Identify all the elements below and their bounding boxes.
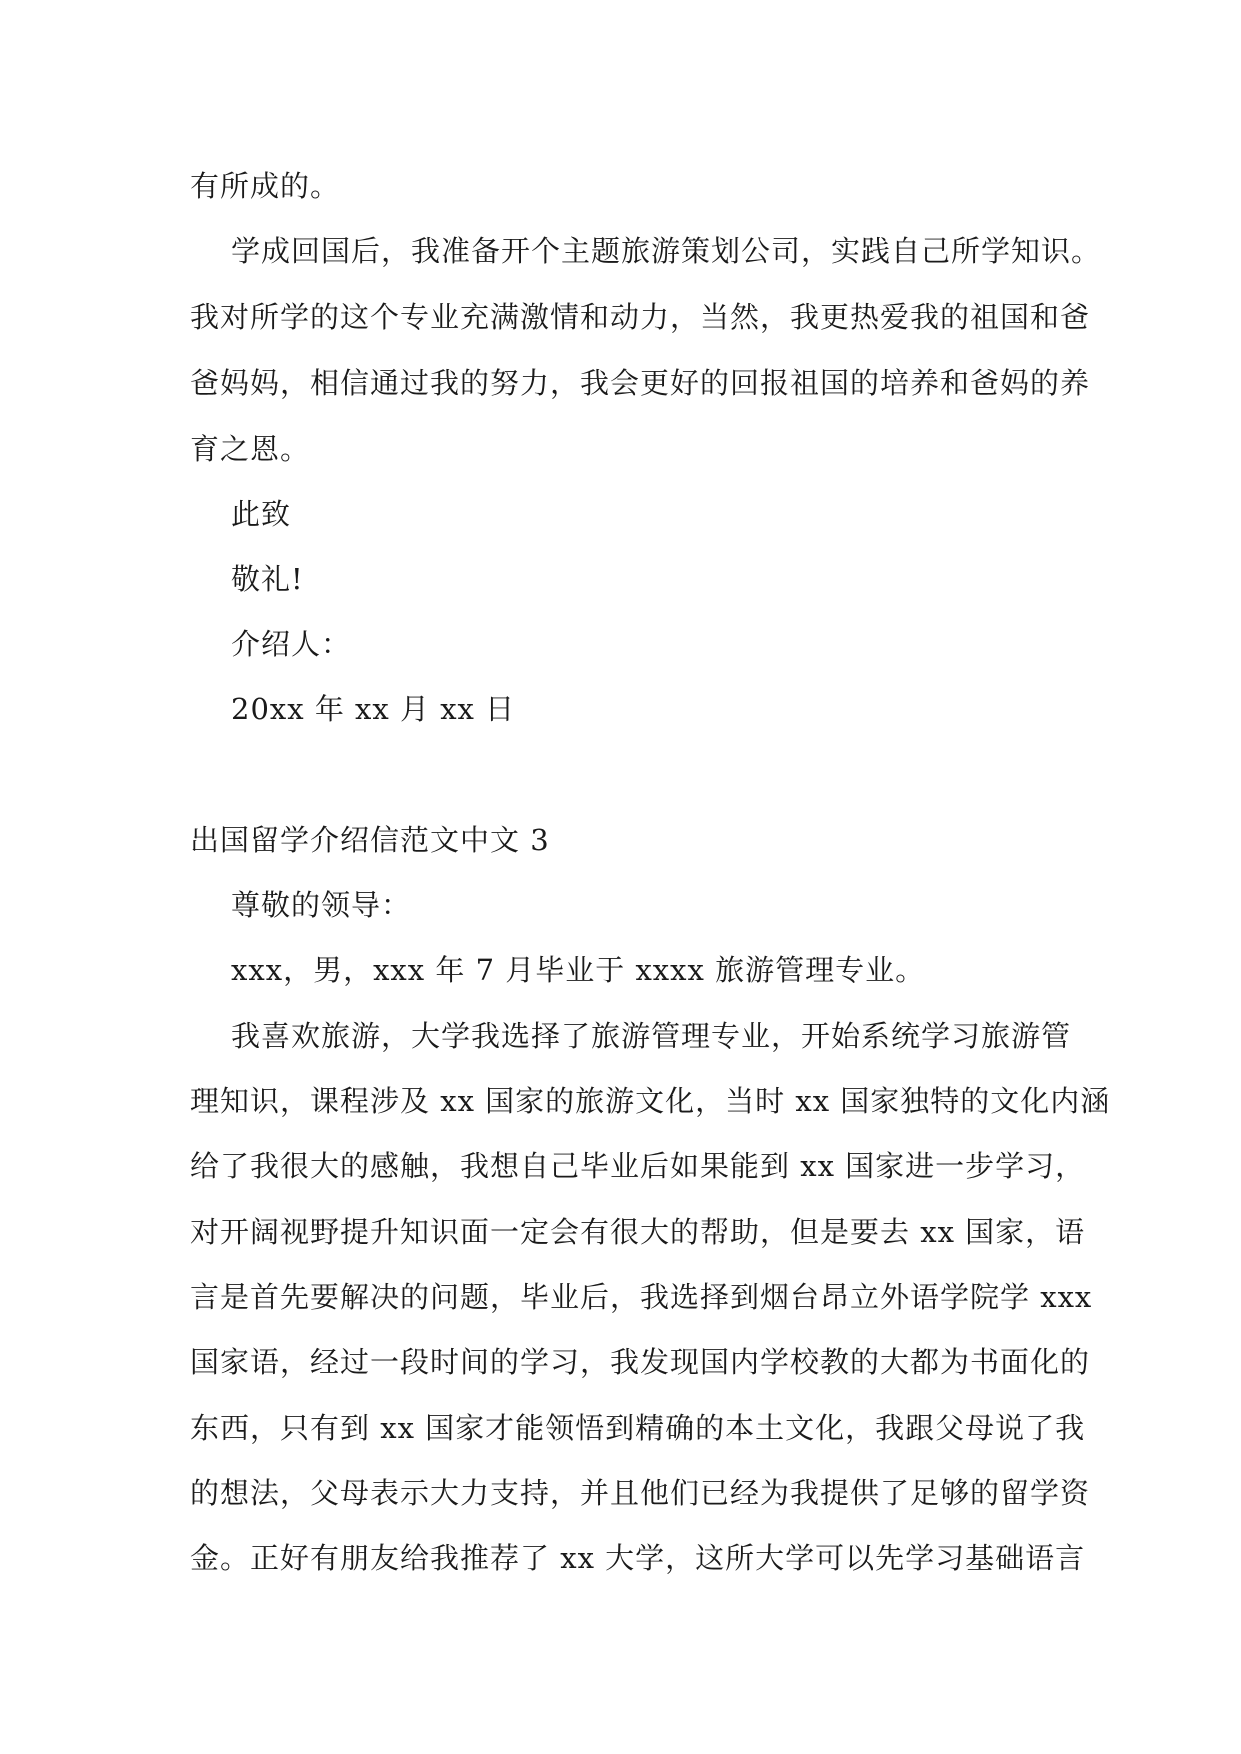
- paragraph-line: 对开阔视野提升知识面一定会有很大的帮助，但是要去 xx 国家，语: [190, 1215, 1086, 1249]
- salutation-line: 此致: [231, 497, 292, 531]
- signer-line: 介绍人：: [231, 627, 352, 661]
- paragraph-line: 给了我很大的感触，我想自己毕业后如果能到 xx 国家进一步学习，: [190, 1149, 1086, 1183]
- paragraph-line: 育之恩。: [190, 432, 311, 466]
- paragraph-line: 的想法，父母表示大力支持，并且他们已经为我提供了足够的留学资: [190, 1476, 1091, 1510]
- salutation-line: 敬礼!: [231, 562, 304, 596]
- paragraph-line: 我喜欢旅游，大学我选择了旅游管理专业，开始系统学习旅游管: [231, 1019, 1072, 1053]
- paragraph-line: 国家语，经过一段时间的学习，我发现国内学校教的大都为书面化的: [190, 1345, 1091, 1379]
- paragraph-line: 东西，只有到 xx 国家才能领悟到精确的本土文化，我跟父母说了我: [190, 1411, 1086, 1445]
- paragraph-line: 学成回国后，我准备开个主题旅游策划公司，实践自己所学知识。: [231, 234, 1102, 268]
- section-heading: 出国留学介绍信范文中文 3: [190, 823, 550, 857]
- paragraph-line: 我对所学的这个专业充满激情和动力，当然，我更热爱我的祖国和爸: [190, 300, 1091, 334]
- date-line: 20xx 年 xx 月 xx 日: [231, 692, 516, 726]
- paragraph-line: 爸妈妈，相信通过我的努力，我会更好的回报祖国的培养和爸妈的养: [190, 366, 1091, 400]
- paragraph-line: 金。正好有朋友给我推荐了 xx 大学，这所大学可以先学习基础语言: [190, 1541, 1086, 1575]
- greeting-line: 尊敬的领导：: [231, 888, 412, 922]
- paragraph-line: 理知识，课程涉及 xx 国家的旅游文化，当时 xx 国家独特的文化内涵: [190, 1084, 1111, 1118]
- paragraph-line: xxx，男，xxx 年 7 月毕业于 xxxx 旅游管理专业。: [231, 953, 926, 987]
- paragraph-line: 言是首先要解决的问题，毕业后，我选择到烟台昂立外语学院学 xxx: [190, 1280, 1093, 1314]
- paragraph-line: 有所成的。: [190, 169, 341, 203]
